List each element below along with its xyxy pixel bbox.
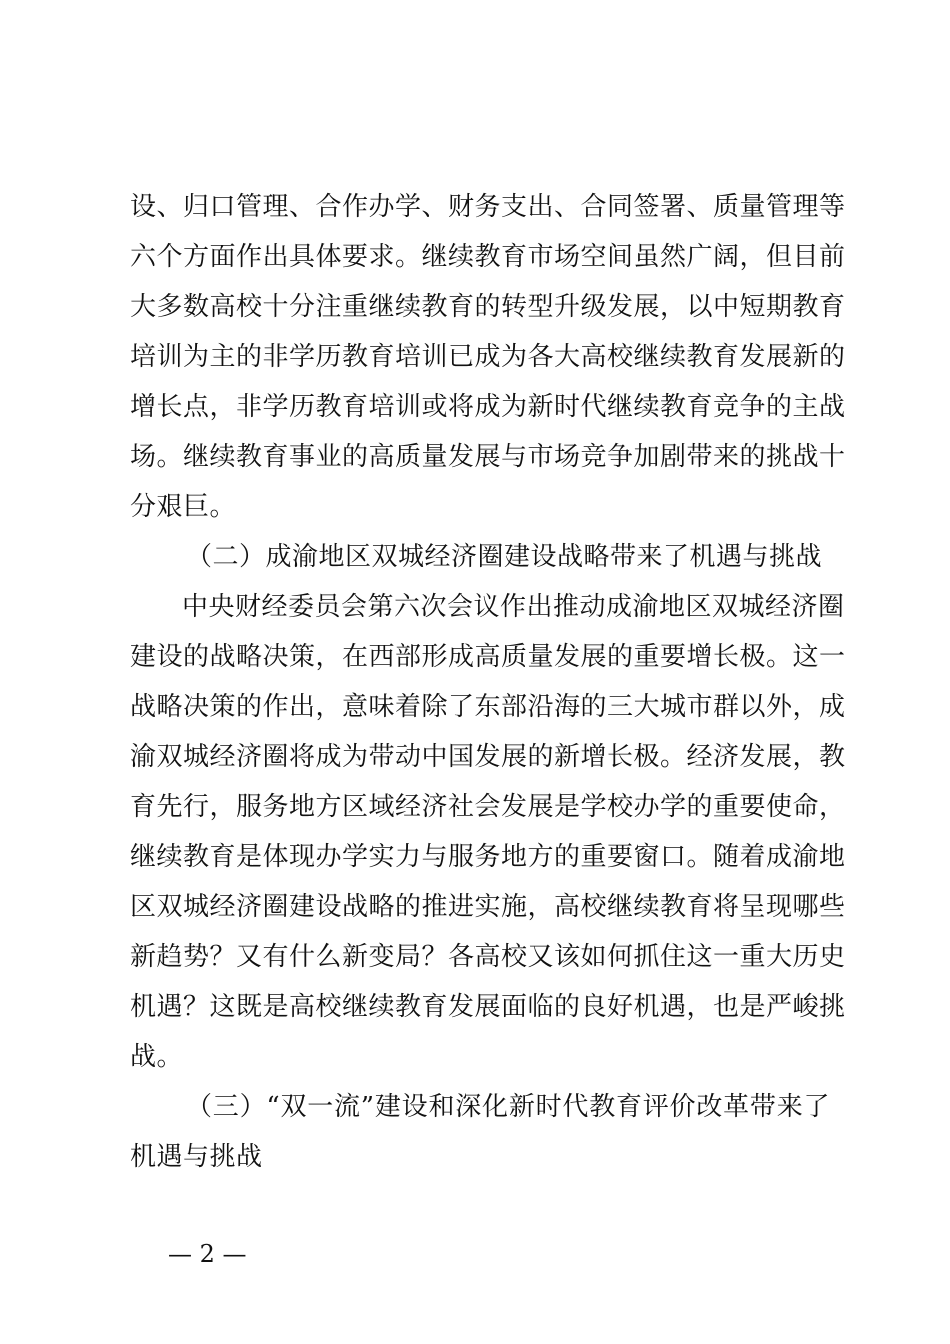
section-heading-3-continued: 机遇与挑战: [130, 1142, 263, 1172]
paragraph-line: 培训为主的非学历教育培训已成为各大高校继续教育发展新的: [130, 342, 846, 372]
paragraph-line: 战。: [130, 1042, 184, 1072]
paragraph-line: 六个方面作出具体要求。继续教育市场空间虽然广阔，但目前: [130, 242, 846, 272]
paragraph-line: 继续教育是体现办学实力与服务地方的重要窗口。随着成渝地: [130, 842, 846, 872]
page-number: — 2 —: [168, 1240, 247, 1268]
paragraph-line: 新趋势？又有什么新变局？各高校又该如何抓住这一重大历史: [130, 942, 846, 972]
paragraph-line: 设、归口管理、合作办学、财务支出、合同签署、质量管理等: [130, 192, 846, 222]
body-text: [130, 182, 846, 1182]
paragraph-line: 渝双城经济圈将成为带动中国发展的新增长极。经济发展，教: [130, 742, 846, 772]
paragraph-line: 大多数高校十分注重继续教育的转型升级发展，以中短期教育: [130, 292, 846, 322]
section-heading-2: （二）成渝地区双城经济圈建设战略带来了机遇与挑战: [186, 542, 823, 572]
paragraph-line: 增长点，非学历教育培训或将成为新时代继续教育竞争的主战: [130, 392, 846, 422]
paragraph-line: 中央财经委员会第六次会议作出推动成渝地区双城经济圈: [182, 592, 845, 622]
paragraph-line: 育先行，服务地方区域经济社会发展是学校办学的重要使命，: [130, 792, 846, 822]
paragraph-line: 区双城经济圈建设战略的推进实施，高校继续教育将呈现哪些: [130, 892, 846, 922]
paragraph-line: 场。继续教育事业的高质量发展与市场竞争加剧带来的挑战十: [130, 442, 846, 472]
paragraph-line: 建设的战略决策，在西部形成高质量发展的重要增长极。这一: [130, 642, 846, 672]
section-heading-3: （三）“双一流”建设和深化新时代教育评价改革带来了: [186, 1092, 830, 1122]
paragraph-line: 战略决策的作出，意味着除了东部沿海的三大城市群以外，成: [130, 692, 846, 722]
paragraph-line: 机遇？这既是高校继续教育发展面临的良好机遇，也是严峻挑: [130, 992, 846, 1022]
paragraph-line: 分艰巨。: [130, 492, 237, 522]
